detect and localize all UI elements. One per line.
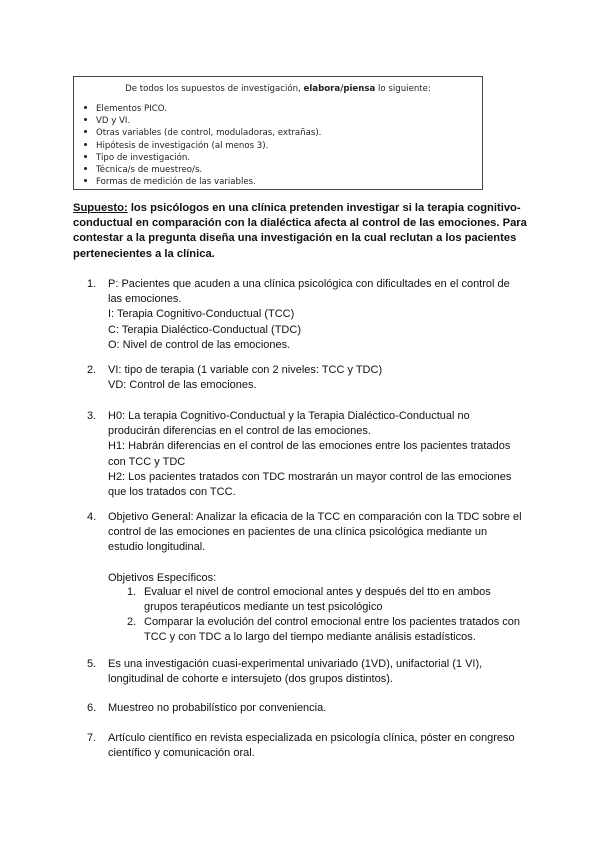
instructions-item: Elementos PICO. [84,103,482,115]
objective-number: 2. [127,616,137,628]
answer-line: O: Nivel de control de las emociones. [108,338,291,351]
objective-line: TCC y con TDC a lo largo del tiempo mediante análisis estadísticos. [144,631,476,644]
answer-number: 7. [87,732,97,744]
answer-line [108,556,533,571]
answer-line: Es una investigación cuasi-experimental univariado (1VD), unifactorial (1 VI), [108,658,483,670]
supuesto-paragraph [73,201,533,262]
answer-line: I: Terapia Cognitivo-Conductual (TCC) [108,308,295,321]
supuesto-label: Supuesto: [73,202,128,214]
instructions-box [73,76,483,190]
answer-line: P: Pacientes que acuden a una clínica psicológica con dificultades en el control de [108,278,510,290]
answer-line: H1: Habrán diferencias en el control de las emociones entre los pacientes tratados [108,440,511,453]
answer-line: control de las emociones en pacientes de una clínica psicológica mediante un [108,526,488,539]
answer-line: estudio longitudinal. [108,541,206,554]
instructions-item: Tipo de investigación. [84,152,482,164]
answer-number: 4. [87,511,97,523]
answer-line: las emociones. [108,293,182,306]
answer-line: VI: tipo de terapia (1 variable con 2 niveles: TCC y TDC) [108,364,383,376]
instructions-title [74,84,482,94]
supuesto-line: conductual en comparación con la dialéctica afecta al control de las emociones. Para [73,217,527,230]
supuesto-line: contestar a la pregunta diseña una investigación en la cual reclutan a los pacientes [73,232,517,245]
answer-number: 3. [87,410,97,422]
answer-body [108,701,533,716]
answer-line: C: Terapia Dialéctico-Conductual (TDC) [108,323,301,336]
answer-line: VD: Control de las emociones. [108,379,257,392]
bullet-icon [84,167,87,170]
instructions-item: Formas de medición de las variables. [84,176,482,188]
answer-body [108,657,533,687]
bullet-icon [84,106,87,109]
answer-line: científico y comunicación oral. [108,747,255,760]
answer-body [108,510,533,586]
answer-line: H0: La terapia Cognitivo-Conductual y la Terapia Dialéctico-Conductual no [108,410,470,422]
bullet-icon [84,118,87,121]
supuesto-line: pertenecientes a la clínica. [73,247,215,260]
supuesto-line: los psicólogos en una clínica pretenden investigar si la terapia cognitivo- [130,202,521,214]
bullet-icon [84,143,87,146]
answer-number: 2. [87,364,97,376]
answer-number: 1. [87,278,97,290]
objective-line: grupos terapéuticos mediante un test psicológico [144,601,383,614]
instructions-item: VD y VI. [84,115,482,127]
answer-line: Artículo científico en revista especializada en psicología clínica, póster en congreso [108,732,515,744]
instructions-title-prefix: De todos los supuestos de investigación, [125,84,301,94]
answer-body [108,409,533,500]
answer-body [108,731,533,761]
answer-line: que los tratados con TCC. [108,486,236,499]
answer-line: H2: Los pacientes tratados con TDC mostrarán un mayor control de las emociones [108,470,512,483]
answer-number: 6. [87,702,97,714]
bullet-icon [84,179,87,182]
bullet-icon [84,130,87,133]
answer-body [108,363,533,393]
objective-body [144,615,529,645]
bullet-icon [84,155,87,158]
answer-line: Muestreo no probabilístico por conveniencia. [108,702,327,714]
instructions-title-bold: elabora/piensa [303,84,376,94]
answer-body [108,277,533,353]
answer-line: Objetivos Específicos: [108,571,217,584]
instructions-item: Hipótesis de investigación (al menos 3). [84,140,482,152]
instructions-item: Otras variables (de control, moduladoras, extrañas). [84,127,482,139]
objective-line: Comparar la evolución del control emocional entre los pacientes tratados con [144,616,521,628]
instructions-list [74,103,482,188]
objective-line: Evaluar el nivel de control emocional antes y después del tto en ambos [144,586,491,598]
answer-line: longitudinal de cohorte e intersujeto (dos grupos distintos). [108,673,393,686]
answer-line: con TCC y TDC [108,455,186,468]
instructions-item: Técnica/s de muestreo/s. [84,164,482,176]
answer-line: Objetivo General: Analizar la eficacia de la TCC en comparación con la TDC sobre el [108,511,522,523]
objective-body [144,585,529,615]
answer-line: producirán diferencias en el control de las emociones. [108,425,371,438]
instructions-title-suffix: lo siguiente: [378,84,431,94]
objective-number: 1. [127,586,137,598]
answer-number: 5. [87,658,97,670]
